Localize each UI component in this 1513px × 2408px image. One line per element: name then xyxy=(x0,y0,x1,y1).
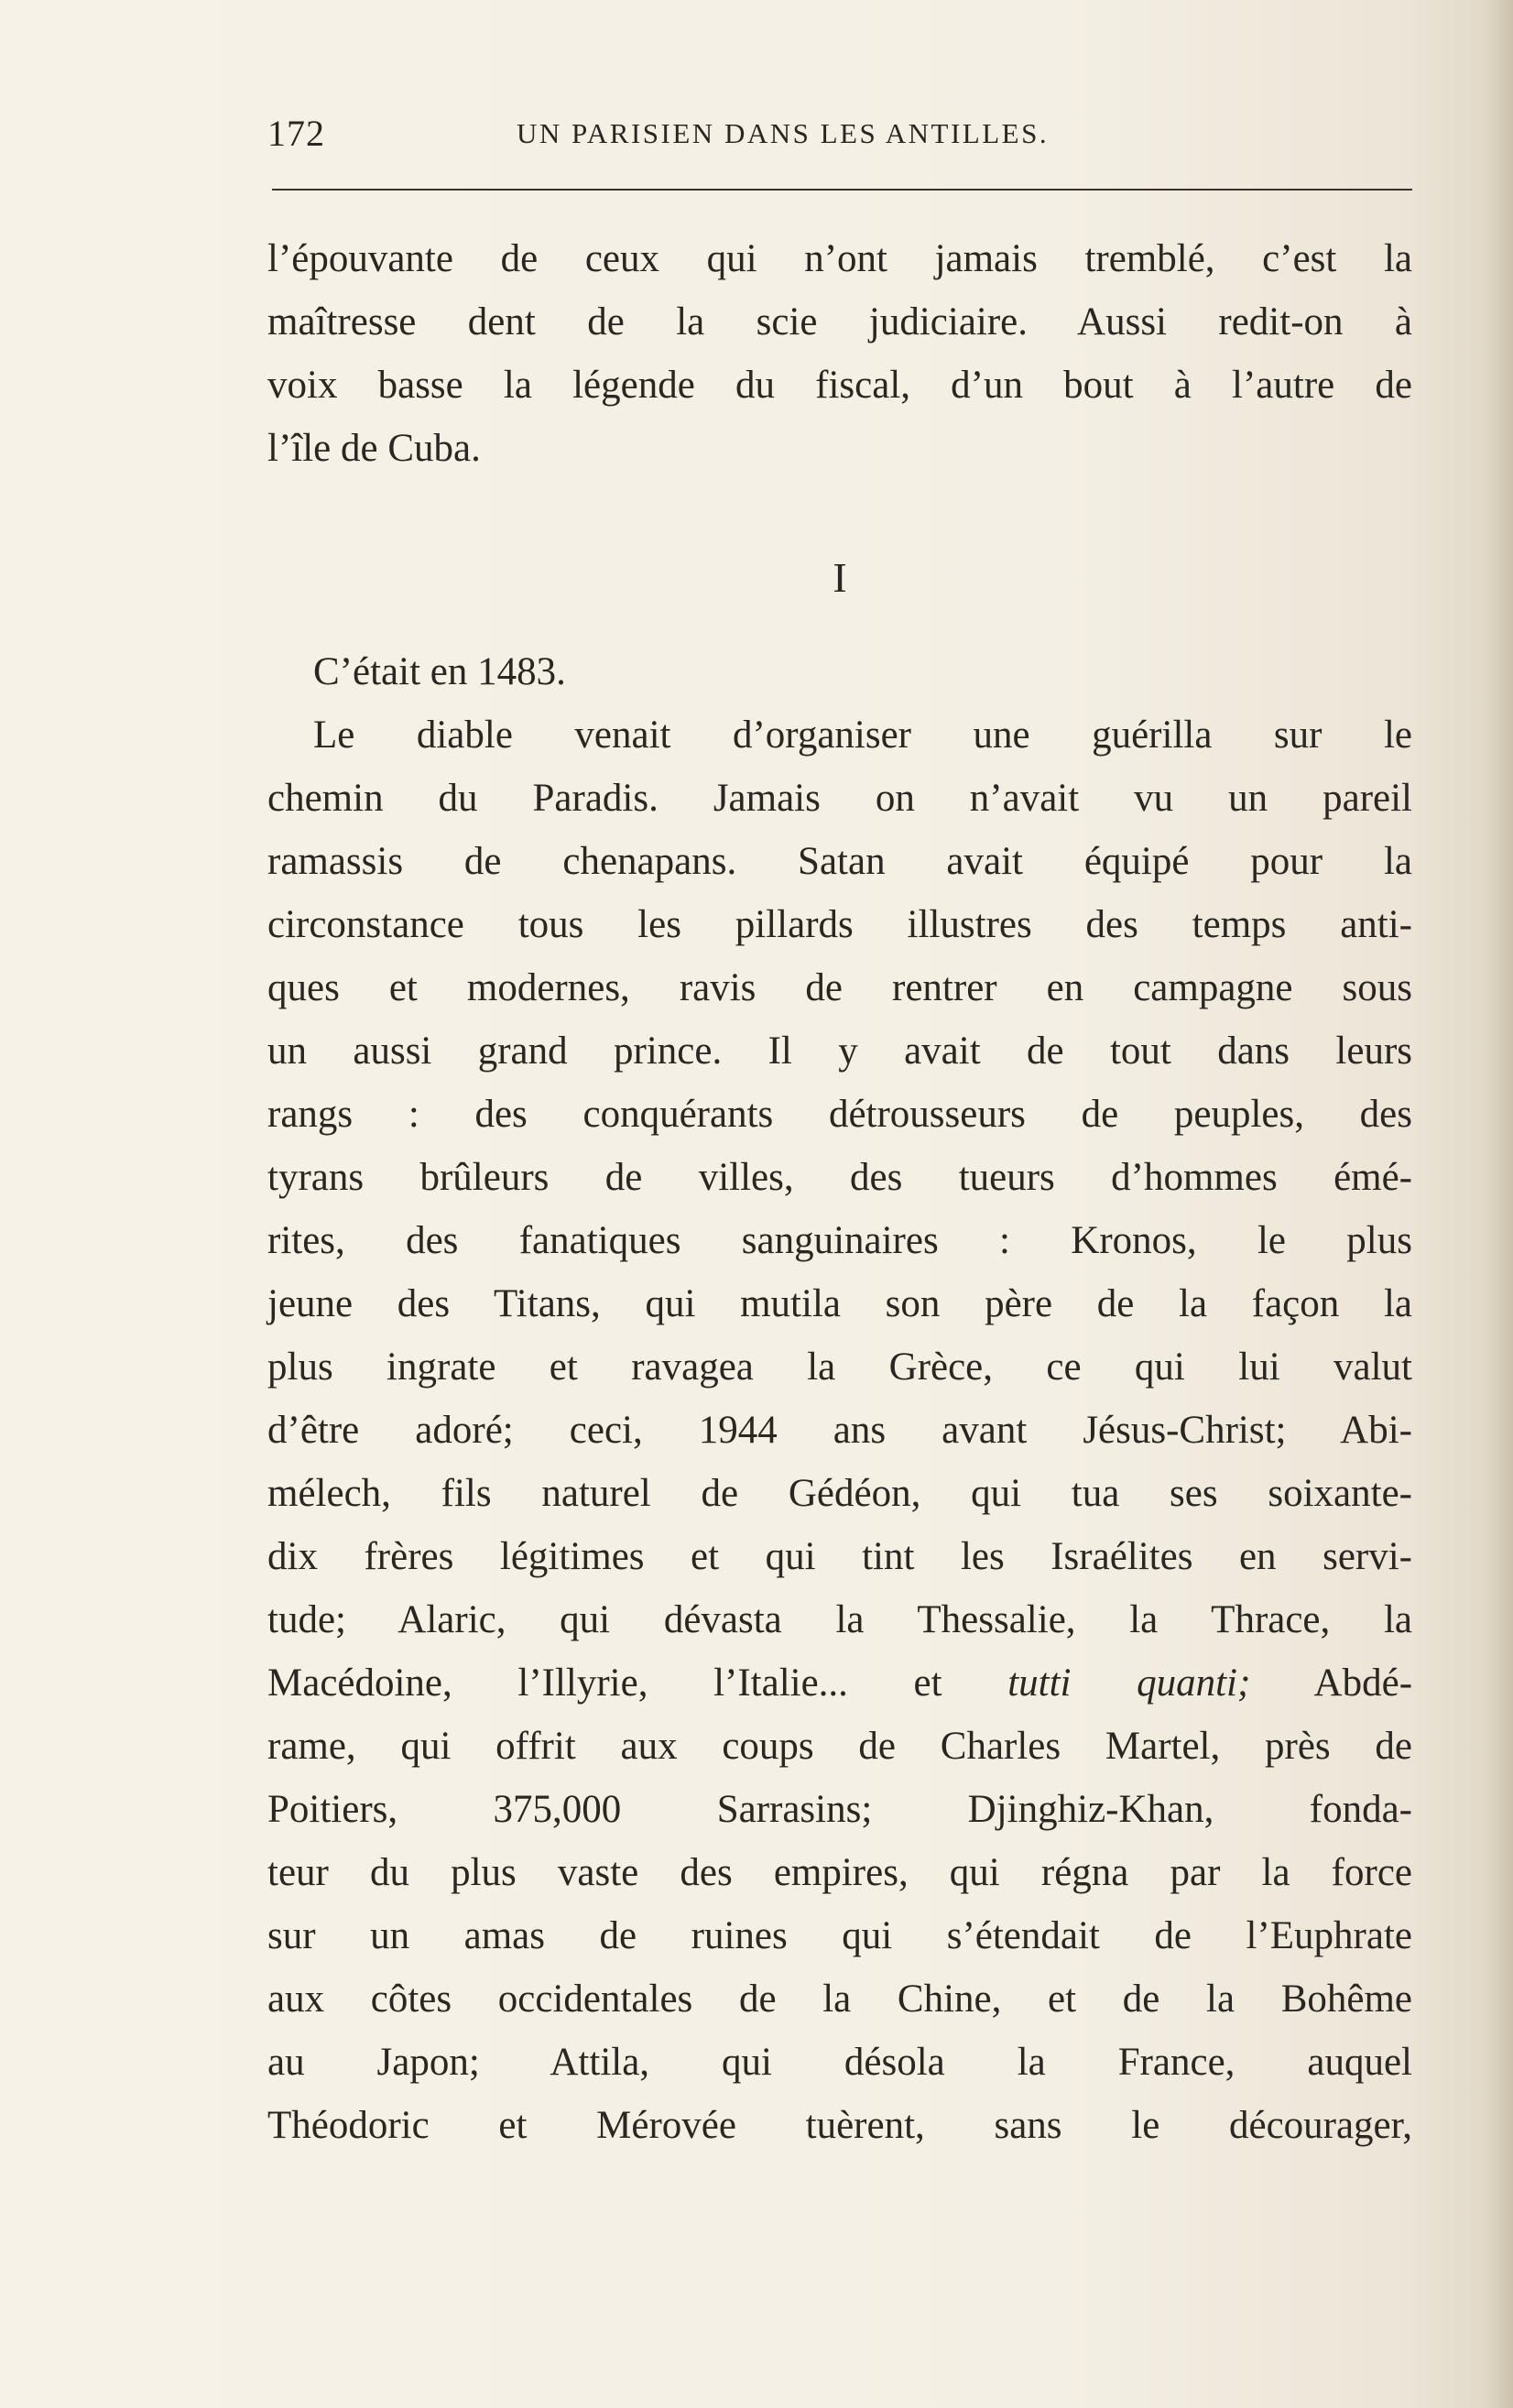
text-line: dix frères légitimes et qui tint les Israélites en servi- xyxy=(267,1535,1412,1578)
text-line: plus ingrate et ravagea la Grèce, ce qui lui valut xyxy=(267,1346,1412,1389)
spacer xyxy=(267,480,1412,515)
text-line: rangs : des conquérants détrousseurs de peuples, des xyxy=(267,1093,1412,1136)
text-line: sur un amas de ruines qui s’étendait de l’Euphrate xyxy=(267,1914,1412,1957)
text-line: maîtresse dent de la scie judiciaire. Aussi redit-on à xyxy=(267,300,1412,343)
text-line: teur du plus vaste des empires, qui régna par la force xyxy=(267,1851,1412,1894)
italic-phrase: tutti quanti; xyxy=(1007,1662,1251,1705)
text-fragment: Abdé- xyxy=(1250,1662,1413,1705)
text-line: rame, qui offrit aux coups de Charles Martel, près de xyxy=(267,1725,1412,1768)
text-line: un aussi grand prince. Il y avait de tout dans leurs xyxy=(267,1030,1412,1073)
text-line: tude; Alaric, qui dévasta la Thessalie, la Thrace, la xyxy=(267,1598,1412,1641)
text-line: ques et modernes, ravis de rentrer en campagne sous xyxy=(267,966,1412,1009)
text-fragment: Macédoine, l’Illyrie, l’Italie... et xyxy=(267,1662,1008,1705)
text-line: d’être adoré; ceci, 1944 ans avant Jésus-Christ; Abi- xyxy=(267,1409,1412,1452)
text-line: mélech, fils naturel de Gédéon, qui tua ses soixante- xyxy=(267,1472,1412,1515)
text-line: Théodoric et Mérovée tuèrent, sans le décourager, xyxy=(267,2104,1412,2147)
text-line: rites, des fanatiques sanguinaires : Kronos, le plus xyxy=(267,1219,1412,1262)
text-line: tyrans brûleurs de villes, des tueurs d’hommes émé- xyxy=(267,1156,1412,1199)
text-line-with-italic xyxy=(267,1651,1412,1715)
header-rule xyxy=(272,189,1412,191)
page-edge-shadow xyxy=(1486,0,1513,2408)
text-line: ramassis de chenapans. Satan avait équipé pour la xyxy=(267,840,1412,883)
text-line: au Japon; Attila, qui désola la France, auquel xyxy=(267,2041,1412,2084)
text-line: chemin du Paradis. Jamais on n’avait vu un pareil xyxy=(267,777,1412,820)
text-line: Le diable venait d’organiser une guérilla sur le xyxy=(313,714,1412,757)
text-line: voix basse la légende du fiscal, d’un bout à l’autre de xyxy=(267,364,1412,407)
text-line: l’épouvante de ceux qui n’ont jamais tremblé, c’est la xyxy=(267,237,1412,280)
text-line: circonstance tous les pillards illustres des temps anti- xyxy=(267,903,1412,946)
text-line: jeune des Titans, qui mutila son père de la façon la xyxy=(267,1282,1412,1325)
section-heading: I xyxy=(833,554,847,601)
running-title: UN PARISIEN DANS LES ANTILLES. xyxy=(517,117,1050,149)
text-line: aux côtes occidentales de la Chine, et de la Bohême xyxy=(267,1978,1412,2021)
text-line: Poitiers, 375,000 Sarrasins; Djinghiz-Khan, fonda- xyxy=(267,1788,1412,1831)
running-head xyxy=(267,112,1412,163)
text-line: l’île de Cuba. xyxy=(267,427,481,470)
body-text xyxy=(267,227,1412,2157)
text-line: C’était en 1483. xyxy=(313,650,566,693)
page-number: 172 xyxy=(267,113,325,154)
